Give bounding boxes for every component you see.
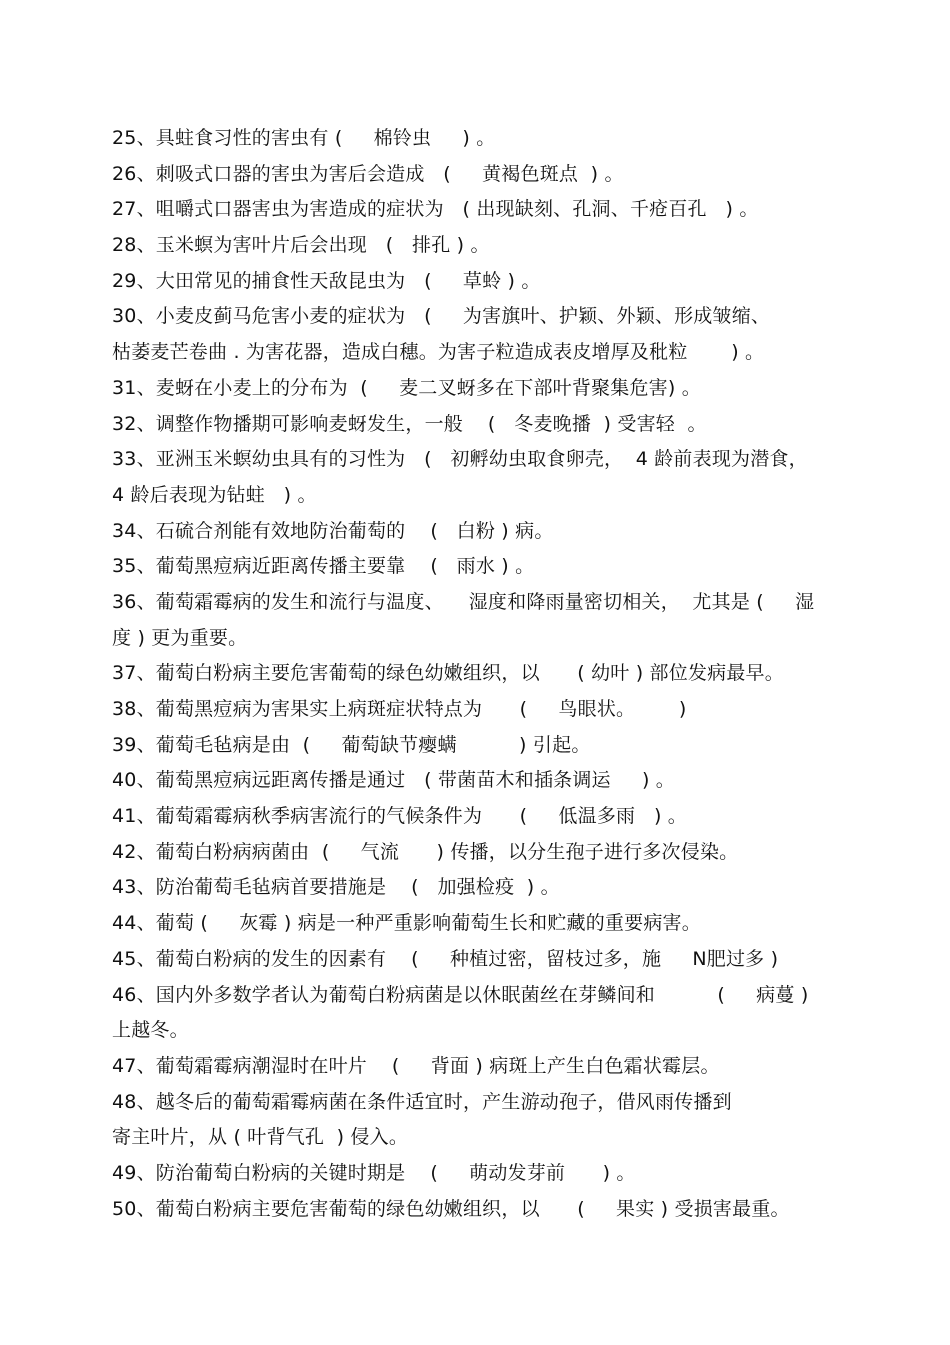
text-line: 4 龄后表现为钻蛀 ) 。 <box>112 483 317 506</box>
text-line: 29、大田常见的捕食性天敌昆虫为 ( 草蛉 ) 。 <box>112 269 541 292</box>
text-line: 31、麦蚜在小麦上的分布为 ( 麦二叉蚜多在下部叶背聚集危害) 。 <box>112 376 701 399</box>
text-line: 41、葡萄霜霉病秋季病害流行的气候条件为 ( 低温多雨 ) 。 <box>112 805 687 828</box>
text-line: 度 ) 更为重要。 <box>112 626 248 649</box>
text-line: 49、防治葡萄白粉病的关键时期是 ( 萌动发芽前 ) 。 <box>112 1161 636 1184</box>
text-line: 43、防治葡萄毛毡病首要措施是 ( 加强检疫 ) 。 <box>112 876 560 899</box>
text-line: 42、葡萄白粉病病菌由 ( 气流 ) 传播，以分生孢子进行多次侵染。 <box>112 840 739 863</box>
text-line: 35、葡萄黑痘病近距离传播主要靠 ( 雨水 ) 。 <box>112 555 535 578</box>
text-line: 40、葡萄黑痘病远距离传播是通过 ( 带菌苗木和插条调运 ) 。 <box>112 769 675 792</box>
text-line: 34、石硫合剂能有效地防治葡萄的 ( 白粉 ) 病。 <box>112 519 554 542</box>
text-line: 37、葡萄白粉病主要危害葡萄的绿色幼嫩组织，以 ( 幼叶 ) 部位发病最早。 <box>112 662 784 685</box>
text-line: 44、葡萄 ( 灰霉 ) 病是一种严重影响葡萄生长和贮藏的重要病害。 <box>112 912 701 935</box>
text-line: 36、葡萄霜霉病的发生和流行与温度、 湿度和降雨量密切相关， 尤其是 ( 湿 <box>112 590 815 613</box>
text-line: 寄主叶片，从 ( 叶背气孔 ) 侵入。 <box>112 1126 409 1149</box>
text-line: 上越冬。 <box>112 1019 189 1042</box>
text-line: 39、葡萄毛毡病是由 ( 葡萄缺节瘿螨 ) 引起。 <box>112 733 591 756</box>
text-line: 25、具蛀食习性的害虫有 ( 棉铃虫 ) 。 <box>112 127 496 149</box>
text-line: 45、葡萄白粉病的发生的因素有 ( 种植过密，留枝过多，施 N肥过多 ) <box>112 947 779 970</box>
text-line: 33、亚洲玉米螟幼虫具有的习性为 ( 初孵幼虫取食卵壳， 4 龄前表现为潜食， <box>112 448 808 471</box>
text-line: 47、葡萄霜霉病潮湿时在叶片 ( 背面 ) 病斑上产生白色霜状霉层。 <box>112 1054 720 1077</box>
text-line: 32、调整作物播期可影响麦蚜发生，一般 ( 冬麦晚播 ) 受害轻 。 <box>112 412 707 435</box>
text-line: 50、葡萄白粉病主要危害葡萄的绿色幼嫩组织，以 ( 果实 ) 受损害最重。 <box>112 1197 790 1220</box>
text-line: 26、刺吸式口器的害虫为害后会造成 ( 黄褐色斑点 ) 。 <box>112 162 624 185</box>
text-line: 28、玉米螟为害叶片后会出现 ( 排孔 ) 。 <box>112 234 490 257</box>
text-line: 枯萎麦芒卷曲 . 为害花器，造成白穗。为害子粒造成表皮增厚及秕粒 ) 。 <box>112 341 765 364</box>
text-line: 30、小麦皮蓟马危害小麦的症状为 ( 为害旗叶、护颖、外颖、形成皱缩、 <box>112 305 771 328</box>
question-list <box>112 121 842 1227</box>
text-line: 38、葡萄黑痘病为害果实上病斑症状特点为 ( 鸟眼状。 ) <box>112 698 687 720</box>
text-line: 48、越冬后的葡萄霜霉病菌在条件适宜时，产生游动孢子，借风雨传播到 <box>112 1090 732 1113</box>
text-line: 27、咀嚼式口器害虫为害造成的症状为 ( 出现缺刻、孔洞、千疮百孔 ) 。 <box>112 198 759 221</box>
text-line: 46、国内外多数学者认为葡萄白粉病菌是以休眠菌丝在芽鳞间和 ( 病蔓 ) <box>112 983 809 1006</box>
